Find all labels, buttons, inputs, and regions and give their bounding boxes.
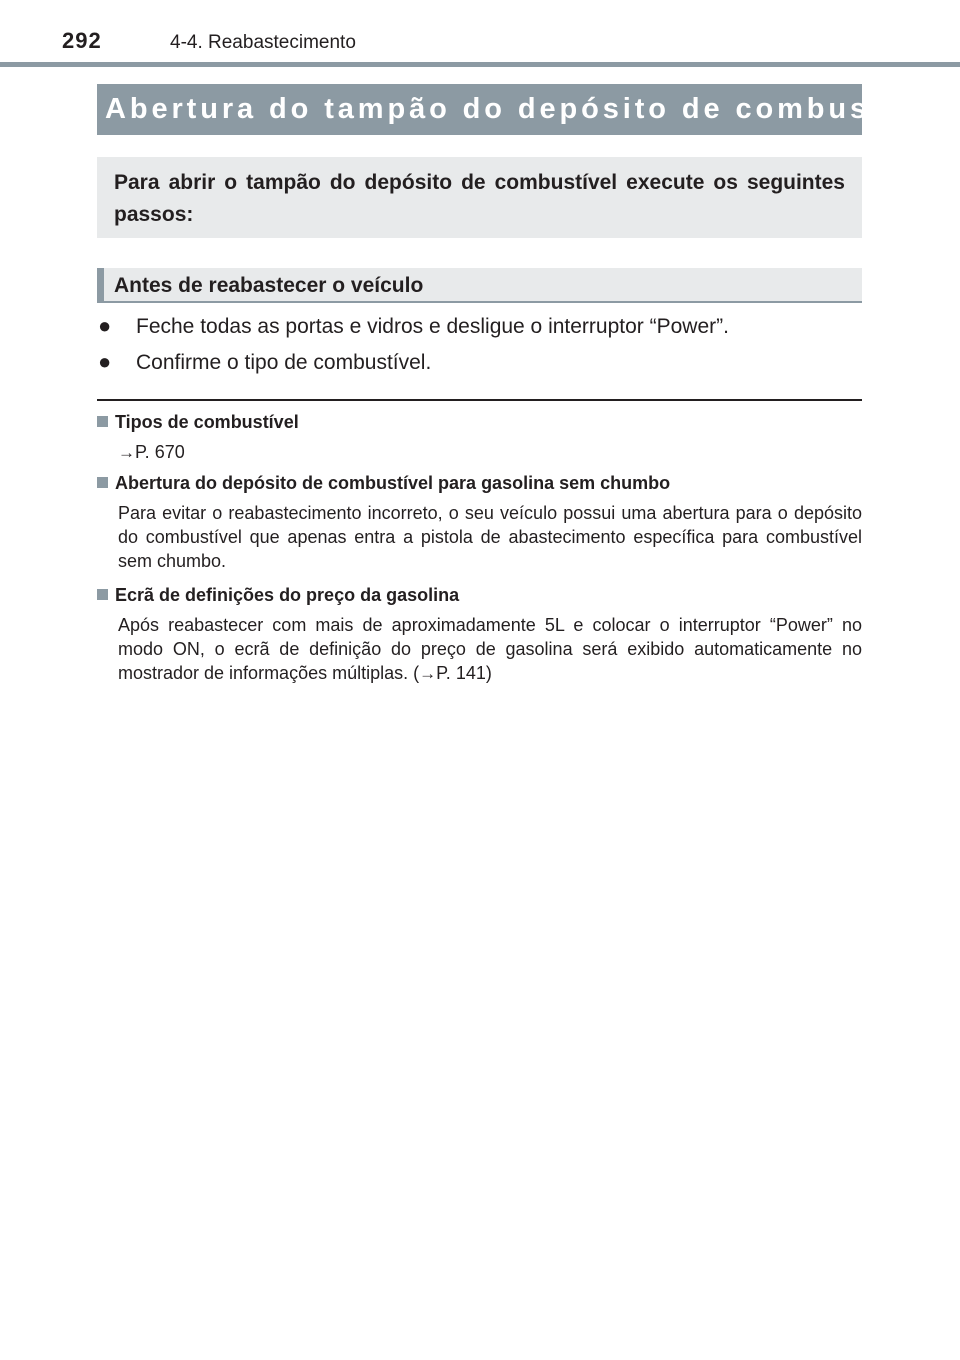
note-heading [97,471,862,495]
page-number: 292 [62,28,102,53]
right-arrow-icon: → [118,443,135,462]
note-fuel-types [97,410,862,465]
page-reference[interactable]: P. 141 [436,663,486,683]
note-heading-text: Ecrã de definições do preço da gasolina [115,585,460,605]
bullet-text: Feche todas as portas e vidros e desligue o interruptor “Power”. [136,315,729,338]
note-body: Para evitar o reabastecimento incorreto, o seu veículo possui uma abertura para o depósito do combustível que apenas entra a pistola de abastecimento específica para combustível sem chumbo. [118,503,862,571]
note-body-text: Após reabastecer com mais de aproximadamente 5L e colocar o interruptor “Power” no modo ON, o ecrã de definição do preço de gasolina será exibido automaticamente no mostrador de informações múltiplas. ( [118,615,862,683]
bullet-item [98,348,431,377]
note-heading [97,410,862,434]
black-circle-icon: ● [98,313,112,338]
gray-square-icon [97,477,108,488]
subheading-bar [97,268,862,303]
note-body [118,613,862,686]
black-circle-icon: ● [98,349,112,374]
note-fuel-opening [97,471,862,573]
bullet-text: Confirme o tipo de combustível. [136,351,432,374]
right-arrow-icon: → [419,664,437,683]
section-label: 4-4. Reabastecimento [170,32,356,53]
note-heading [97,583,862,607]
subheading-text: Antes de reabastecer o veículo [114,274,424,297]
note-body [118,440,862,465]
gray-square-icon [97,589,108,600]
page-reference[interactable]: P. 670 [135,442,185,462]
gray-square-icon [97,416,108,427]
note-price-settings [97,583,862,686]
note-body-end: ) [485,663,492,683]
note-heading-text: Abertura do depósito de combustível para gasolina sem chumbo [115,473,671,493]
divider [97,399,862,401]
bullet-item [98,312,729,341]
note-heading-text: Tipos de combustível [115,412,299,432]
page-title: Abertura do tampão do depósito de combustível [97,84,862,135]
header-rule [0,62,960,67]
intro-box: Para abrir o tampão do depósito de combustível execute os seguintes passos: [97,157,862,238]
